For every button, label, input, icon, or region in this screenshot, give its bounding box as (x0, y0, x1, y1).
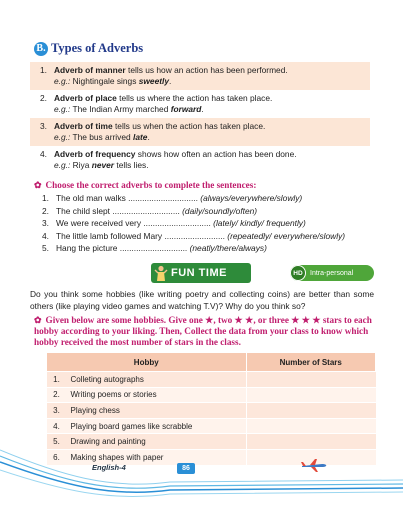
table-row: 4. Playing board games like scrabble (47, 418, 376, 434)
flower-icon: ✿ (34, 315, 42, 325)
hobby-header: Hobby (47, 353, 247, 372)
airplane-icon (300, 457, 328, 473)
section-badge: B. (34, 42, 48, 56)
rule-item: 2. Adverb of place tells us where the action has taken place. e.g.: The Indian Army marched forward. (40, 93, 273, 114)
rule-term: Adverb of frequency (54, 149, 136, 159)
footer-wave-decoration (0, 420, 403, 512)
exercise-instruction: ✿ Choose the correct adverbs to complete the sentences: (34, 180, 257, 190)
discussion-paragraph: Do you think some hobbies (like writing poetry and collecting coins) are better than some others (like playing video games and watching T.V)? Why do you think so? (30, 289, 374, 311)
exercise-item: 4. The little lamb followed Mary .......................... (repeatedly/ everywhere/slowly) (42, 230, 346, 241)
adverb-types-list (30, 62, 370, 174)
table-row: 3. Playing chess (47, 403, 376, 419)
table-row: 6. Making shapes with paper (47, 449, 376, 465)
exercise-list (42, 192, 382, 255)
intra-personal-badge (290, 265, 374, 281)
hd-label: Intra-personal (310, 269, 354, 277)
stars-header: Number of Stars (246, 353, 376, 372)
stars-cell (246, 403, 376, 419)
rule-term: Adverb of place (54, 93, 117, 103)
section-title: Types of Adverbs (51, 41, 144, 55)
rule-term: Adverb of manner (54, 65, 126, 75)
rule-item: 4. Adverb of frequency shows how often an action has been done. e.g.: Riya never tells lies. (40, 149, 297, 170)
hd-circle: HD (290, 265, 306, 281)
exercise-item: 1. The old man walks .............................. (always/everywhere/slowly) (42, 193, 303, 203)
fun-time-banner (151, 263, 251, 283)
table-row: 2. Writing poems or stories (47, 387, 376, 403)
hobby-task-instruction: ✿ Given below are some hobbies. Give one ★, two ★ ★, or three ★ ★ ★ stars to each hobby according to your liking. Then, Collect the data from your class to know which hobby received the most number of stars in the class. (34, 315, 372, 347)
exercise-item: 3. We were received very ............................. (lately/ kindly/ frequently) (42, 218, 306, 229)
stars-cell (246, 387, 376, 403)
table-header-row (47, 353, 376, 372)
rule-item: 1. Adverb of manner tells us how an action has been performed. e.g.: Nightingale sings sweetly. (30, 62, 370, 90)
stars-cell (246, 372, 376, 388)
rule-term: Adverb of time (54, 121, 113, 131)
flower-icon: ✿ (34, 180, 42, 190)
exercise-item: 2. The child slept ............................. (daily/soundly/often) (42, 205, 258, 216)
rule-item: 3. Adverb of time tells us when the action has taken place. e.g.: The bus arrived late. (30, 118, 370, 146)
exercise-item: 5. Hang the picture ............................. (neatly/there/always) (42, 243, 267, 254)
section-heading (34, 41, 143, 56)
table-row: 5. Drawing and painting (47, 434, 376, 450)
fun-time-label: FUN TIME (171, 267, 227, 279)
table-row: 1. Colleting autographs (47, 372, 376, 388)
book-title: English-4 (92, 463, 126, 472)
page-number: 86 (177, 463, 195, 474)
child-icon (151, 263, 171, 283)
